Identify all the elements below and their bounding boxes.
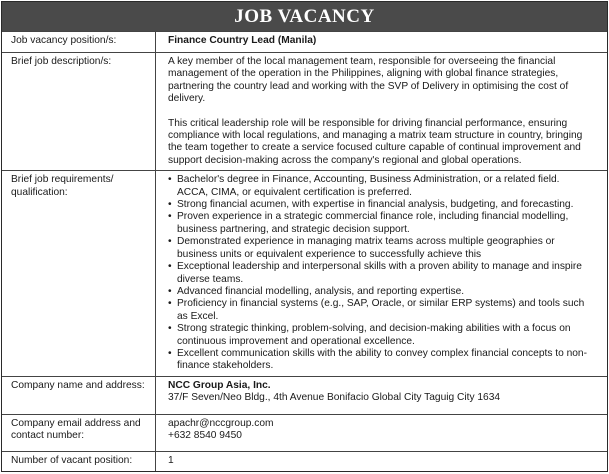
vacancies-label: Number of vacant position: <box>2 451 156 471</box>
company-address: 37/F Seven/Neo Bldg., 4th Avenue Bonifacio Global City Taguig City 1634 <box>168 392 501 404</box>
company-value <box>156 376 608 414</box>
contact-label: Company email address and contact number: <box>2 414 156 451</box>
contact-value <box>156 414 608 451</box>
row-position <box>2 32 607 53</box>
contact-phone: +632 8540 9450 <box>168 430 242 442</box>
company-name: NCC Group Asia, Inc. <box>168 379 271 391</box>
list-item: • Bachelor's degree in Finance, Accounting, Business Administration, or a related field. ACCA, CIMA, or equivalent certification is preferred. <box>168 174 589 199</box>
list-item: • Proficiency in financial systems (e.g., SAP, Oracle, or similar ERP systems) and tools such as Excel. <box>168 298 589 323</box>
position-value: Finance Country Lead (Manila) <box>156 32 608 53</box>
requirements-list <box>168 174 589 373</box>
list-item: • Advanced financial modelling, analysis, and reporting expertise. <box>168 286 589 298</box>
page-title: JOB VACANCY <box>2 2 607 31</box>
row-description <box>2 53 607 171</box>
description-paragraph: A key member of the local management team, responsible for overseeing the financial management of the operation in the Philippines, aligning with global finance strategies, partnering the country lead and working with the SVP of Delivery in optimising the cost of delivery. <box>168 56 569 105</box>
vacancies-value: 1 <box>156 451 608 471</box>
job-vacancy-notice <box>1 1 608 472</box>
vacancy-details-table <box>2 31 607 471</box>
company-label: Company name and address: <box>2 376 156 414</box>
row-company <box>2 376 607 414</box>
list-item: • Exceptional leadership and interpersonal skills with a proven ability to manage and inspire diverse teams. <box>168 261 589 286</box>
list-item: • Proven experience in a strategic commercial finance role, including financial modelling, business partnering, and strategic decision support. <box>168 211 589 236</box>
requirements-label: Brief job requirements/ qualification: <box>2 171 156 377</box>
description-value <box>156 53 608 171</box>
list-item: • Demonstrated experience in managing matrix teams across multiple geographies or business units or equivalent experience to successfully achieve this <box>168 236 589 261</box>
contact-email: apachr@nccgroup.com <box>168 417 274 429</box>
description-paragraph: This critical leadership role will be responsible for driving financial performance, ensuring compliance with local regulations, and managing a matrix team structure in country, bringing the team together to create a service focused culture capable of continual improvement and support decision-making across the company's regional and global operations. <box>168 117 583 166</box>
row-vacancies <box>2 451 607 471</box>
position-label: Job vacancy position/s: <box>2 32 156 53</box>
row-contact <box>2 414 607 451</box>
list-item: • Strong strategic thinking, problem-solving, and decision-making abilities with a focus on continuous improvement and operational excellence. <box>168 323 589 348</box>
list-item: • Excellent communication skills with the ability to convey complex financial concepts to non-finance stakeholders. <box>168 348 589 373</box>
row-requirements <box>2 171 607 377</box>
requirements-value <box>156 171 608 377</box>
description-label: Brief job description/s: <box>2 53 156 171</box>
list-item: • Strong financial acumen, with expertise in financial analysis, budgeting, and forecasting. <box>168 199 589 211</box>
